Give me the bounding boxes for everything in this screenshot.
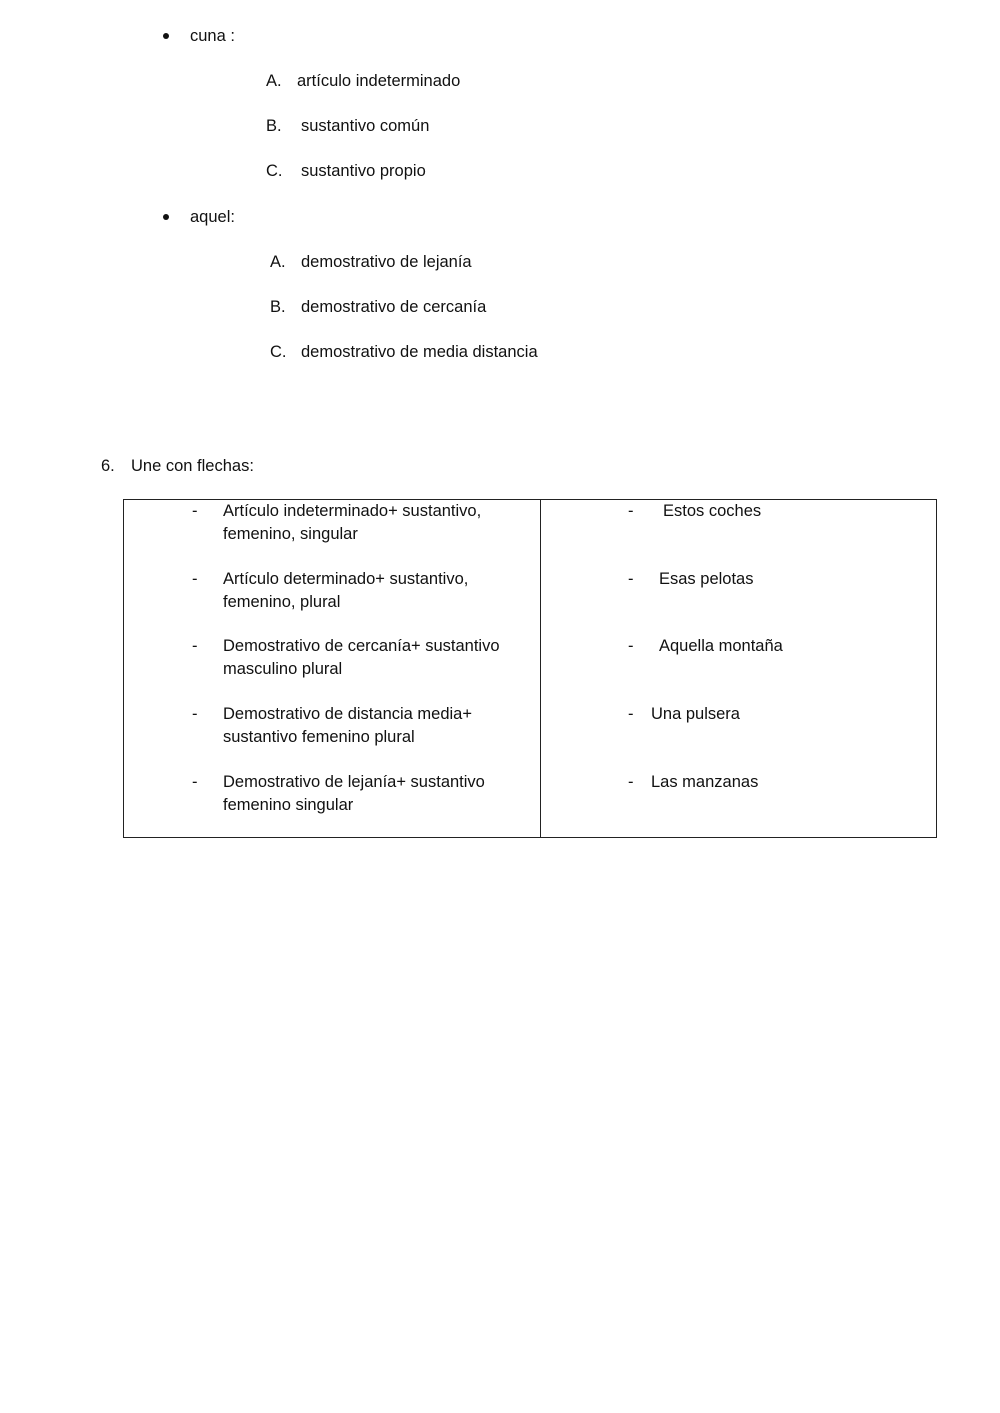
right-item-text: Esas pelotas [659, 570, 754, 588]
option-text[interactable]: demostrativo de cercanía [301, 298, 487, 316]
option-letter-c: C. [270, 343, 287, 361]
dash: - [192, 570, 198, 588]
left-item-line2: femenino singular [223, 795, 354, 814]
left-item-line1: Demostrativo de cercanía+ sustantivo [223, 637, 500, 655]
left-item-line1: Artículo determinado+ sustantivo, [223, 570, 469, 588]
option-text[interactable]: sustantivo común [301, 117, 430, 135]
column-divider [540, 500, 541, 837]
dash: - [192, 637, 198, 655]
dash: - [628, 637, 634, 655]
bullet [163, 33, 169, 39]
left-item-line1: Demostrativo de distancia media+ [223, 705, 472, 723]
matching-table [123, 499, 937, 838]
left-item-line2: sustantivo femenino plural [223, 727, 415, 746]
left-item-text [223, 771, 485, 816]
dash: - [192, 705, 198, 723]
bullet [163, 214, 169, 220]
question-term-cuna: cuna : [190, 27, 235, 45]
option-text[interactable]: artículo indeterminado [297, 72, 461, 90]
right-item-text: Aquella montaña [659, 637, 783, 655]
question-term-aquel: aquel: [190, 208, 235, 226]
section-number: 6. [101, 457, 115, 475]
left-item-text [223, 500, 481, 545]
left-item-line2: masculino plural [223, 659, 343, 678]
dash: - [628, 570, 634, 588]
option-letter-a: A. [266, 72, 282, 90]
option-letter-b: B. [266, 117, 282, 135]
dash: - [192, 773, 198, 791]
dash: - [628, 773, 634, 791]
dash: - [628, 502, 634, 520]
option-text[interactable]: sustantivo propio [301, 162, 426, 180]
right-item-text: Estos coches [663, 502, 762, 520]
left-item-line1: Demostrativo de lejanía+ sustantivo [223, 773, 485, 791]
left-item-text [223, 568, 468, 613]
dash: - [192, 502, 198, 520]
left-item-text [223, 703, 472, 748]
option-text[interactable]: demostrativo de media distancia [301, 343, 538, 361]
right-item-text: Una pulsera [651, 705, 740, 723]
option-letter-a: A. [270, 253, 286, 271]
option-letter-c: C. [266, 162, 283, 180]
left-item-text [223, 635, 500, 680]
option-text[interactable]: demostrativo de lejanía [301, 253, 472, 271]
left-item-line1: Artículo indeterminado+ sustantivo, [223, 502, 482, 520]
option-letter-b: B. [270, 298, 286, 316]
right-item-text: Las manzanas [651, 773, 759, 791]
left-item-line2: femenino, singular [223, 524, 358, 543]
dash: - [628, 705, 634, 723]
section-title: Une con flechas: [131, 457, 254, 475]
left-item-line2: femenino, plural [223, 592, 341, 611]
